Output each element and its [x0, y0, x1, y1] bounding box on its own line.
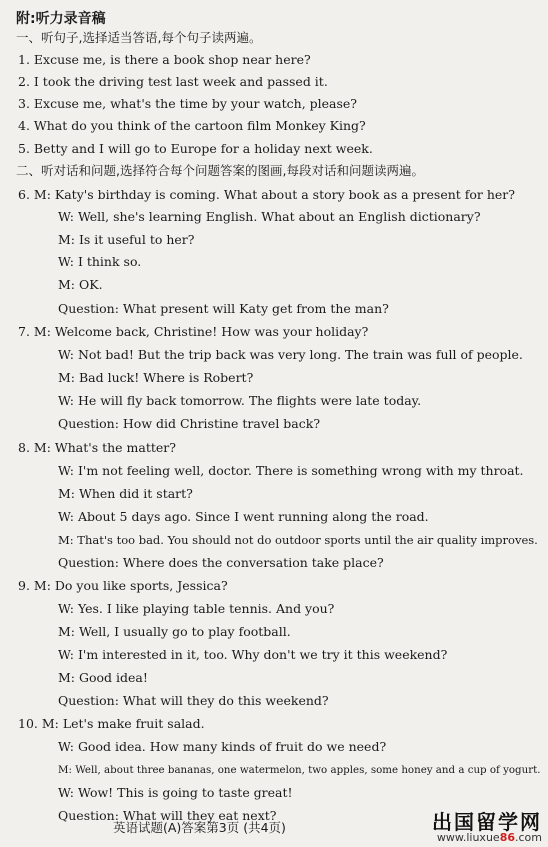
- transcript-line: M: Well, I usually go to play football.: [58, 624, 291, 639]
- transcript-line: 9. M: Do you like sports, Jessica?: [18, 578, 228, 593]
- transcript-line: W: I think so.: [58, 254, 142, 269]
- transcript-line: M: Bad luck! Where is Robert?: [58, 370, 254, 385]
- watermark-url-prefix: www.liuxue: [436, 831, 500, 844]
- transcript-line: W: Wow! This is going to taste great!: [58, 785, 293, 800]
- transcript-line: W: I'm not feeling well, doctor. There is something wrong with my throat.: [58, 463, 524, 478]
- page-header: 附:听力录音稿: [16, 11, 106, 27]
- transcript-line: 6. M: Katy's birthday is coming. What about a story book as a present for her?: [18, 187, 515, 202]
- transcript-line: M: That's too bad. You should not do outdoor sports until the air quality improves.: [58, 533, 538, 547]
- transcript-line: M: Is it useful to her?: [58, 232, 195, 247]
- section-heading: 二、听对话和问题,选择符合每个问题答案的图画,每段对话和问题读两遍。: [16, 163, 424, 178]
- transcript-line: W: Yes. I like playing table tennis. And you?: [58, 601, 335, 616]
- transcript-line: 2. I took the driving test last week and passed it.: [18, 74, 328, 89]
- transcript-line: 7. M: Welcome back, Christine! How was your holiday?: [18, 324, 369, 339]
- section-heading: 一、听句子,选择适当答语,每个句子读两遍。: [16, 30, 262, 45]
- transcript-line: Question: Where does the conversation take place?: [58, 555, 384, 570]
- site-watermark: [432, 812, 542, 843]
- transcript-line: 1. Excuse me, is there a book shop near here?: [18, 52, 311, 67]
- transcript-line: W: Good idea. How many kinds of fruit do we need?: [58, 739, 387, 754]
- transcript-line: 3. Excuse me, what's the time by your watch, please?: [18, 96, 358, 111]
- transcript-line: Question: What present will Katy get from the man?: [58, 301, 389, 316]
- transcript-line: 10. M: Let's make fruit salad.: [18, 716, 205, 731]
- transcript-line: M: OK.: [58, 277, 103, 292]
- transcript-line: Question: What will they eat next?: [58, 808, 277, 823]
- transcript-line: 5. Betty and I will go to Europe for a holiday next week.: [18, 141, 373, 156]
- transcript-line: M: Well, about three bananas, one watermelon, two apples, some honey and a cup of yogurt.: [58, 764, 541, 776]
- transcript-line: W: About 5 days ago. Since I went running along the road.: [58, 509, 429, 524]
- page-footer: 英语试题(A)答案第3页 (共4页): [113, 820, 286, 835]
- transcript-line: 4. What do you think of the cartoon film Monkey King?: [18, 118, 366, 133]
- watermark-url-highlight: 86: [499, 831, 515, 844]
- watermark-chinese: 出国留学网: [432, 810, 542, 834]
- transcript-line: M: Good idea!: [58, 670, 148, 685]
- watermark-url: [432, 832, 542, 843]
- transcript-line: M: When did it start?: [58, 486, 193, 501]
- transcript-line: Question: How did Christine travel back?: [58, 416, 321, 431]
- transcript-line: W: I'm interested in it, too. Why don't we try it this weekend?: [58, 647, 448, 662]
- transcript-line: W: Not bad! But the trip back was very long. The train was full of people.: [58, 347, 523, 362]
- transcript-line: 8. M: What's the matter?: [18, 440, 176, 455]
- transcript-line: W: Well, she's learning English. What about an English dictionary?: [58, 209, 481, 224]
- transcript-line: Question: What will they do this weekend?: [58, 693, 329, 708]
- transcript-line: W: He will fly back tomorrow. The flights were late today.: [58, 393, 422, 408]
- watermark-url-suffix: .com: [515, 831, 542, 844]
